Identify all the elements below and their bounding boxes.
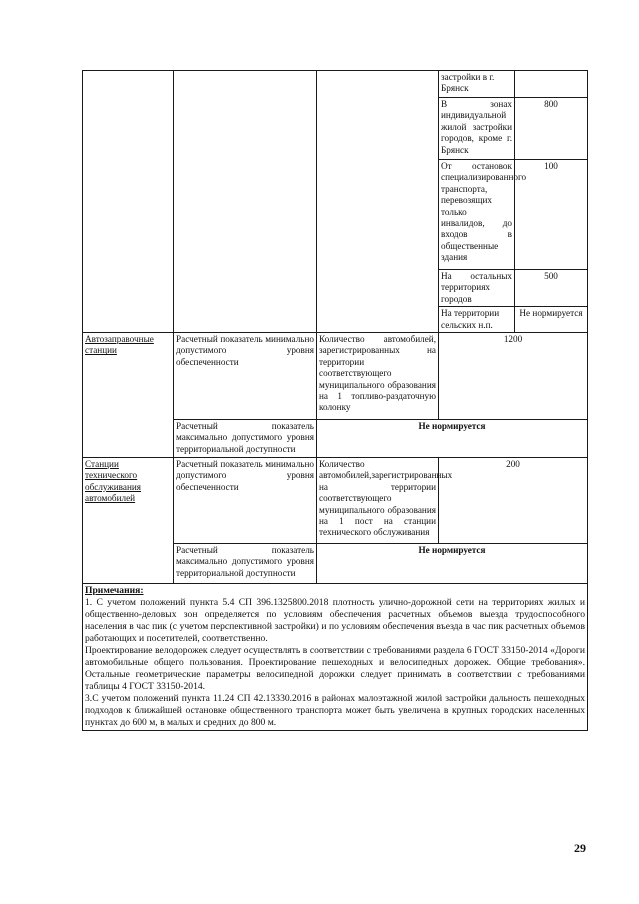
indicator-cell: Расчетный показатель максимально допустимого уровня территориальной доступности	[174, 544, 317, 584]
zone-cell: В зонах индивидуальной жилой застройки городов, кроме г. Брянск	[439, 98, 515, 160]
note-item: 3.С учетом положений пункта 11.24 СП 42.13330.2016 в районах малоэтажной жилой застройки дальность пешеходных подходов к ближайшей остановке общественного транспорта может быть увеличена в крупных городских населенных пунктах до 600 м, в малых и средних до 800 м.	[85, 693, 585, 729]
value-cell: Не нормируется	[317, 420, 588, 458]
zone-value-cell: 100	[515, 160, 588, 270]
zone-cell: На территории сельских н.п.	[439, 307, 515, 333]
zone-value-cell: 800	[515, 98, 588, 160]
standards-table	[82, 70, 588, 731]
zone-cell: На остальных территориях городов	[439, 270, 515, 307]
note-item: Проектирование велодорожек следует осуществлять в соответствии с требованиями раздела 6 ГОСТ 33150-2014 «Дороги автомобильные общего пользования. Проектирование пешеходных и велосипедных дорожек. Общие требования». Остальные геометрические параметры велосипедной дорожки следует принимать в соответствии с требованиями таблицы 4 ГОСТ 33150-2014.	[85, 645, 585, 693]
value-cell: Не нормируется	[317, 544, 588, 584]
table-row	[83, 71, 588, 98]
indicator-cell: Расчетный показатель минимально допустимого уровня обеспеченности	[174, 333, 317, 420]
facility-name-cell: Автозаправочные станции	[83, 333, 174, 458]
indicator-cell: Расчетный показатель минимально допустимого уровня обеспеченности	[174, 458, 317, 544]
zone-value-cell: 500	[515, 270, 588, 307]
zone-cell: От остановок специализированного транспорта, перевозящих только инвалидов, до входов в общественные здания	[439, 160, 515, 270]
unit-cell: Количество автомобилей, зарегистрированных на территории соответствующего муниципального образования на 1 топливо-раздаточную колонку	[317, 333, 439, 420]
value-cell: 1200	[439, 333, 588, 420]
facility-name-cell: Станции технического обслуживания автомобилей	[83, 458, 174, 584]
table-row	[83, 584, 588, 731]
zone-value-cell	[515, 71, 588, 98]
zone-value-cell: Не нормируется	[515, 307, 588, 333]
zone-cell: застройки в г. Брянск	[439, 71, 515, 98]
empty-indicator-cell	[174, 71, 317, 333]
indicator-cell: Расчетный показатель максимально допустимого уровня территориальной доступности	[174, 420, 317, 458]
empty-unit-cell	[317, 71, 439, 333]
notes-heading: Примечания:	[85, 585, 144, 597]
notes-cell	[83, 584, 588, 731]
table-row	[83, 333, 588, 420]
value-cell: 200	[439, 458, 588, 544]
page-number: 29	[574, 841, 586, 855]
note-item: 1. С учетом положений пункта 5.4 СП 396.1325800.2018 плотность улично-дорожной сети на территориях жилых и общественно-деловых зон определяется по условиям обеспечения расчетных объемов выезда трудоспособного населения в час пик (с учетом перспективной застройки) и по условиям обеспечения въезда в час пик расчетных объемов работающих и посетителей, соответственно.	[85, 597, 585, 645]
empty-name-cell	[83, 71, 174, 333]
unit-cell: Количество автомобилей,зарегистрированных на территории соответствующего муниципального образования на 1 пост на станции технического обслуживания	[317, 458, 439, 544]
table-row	[83, 458, 588, 544]
